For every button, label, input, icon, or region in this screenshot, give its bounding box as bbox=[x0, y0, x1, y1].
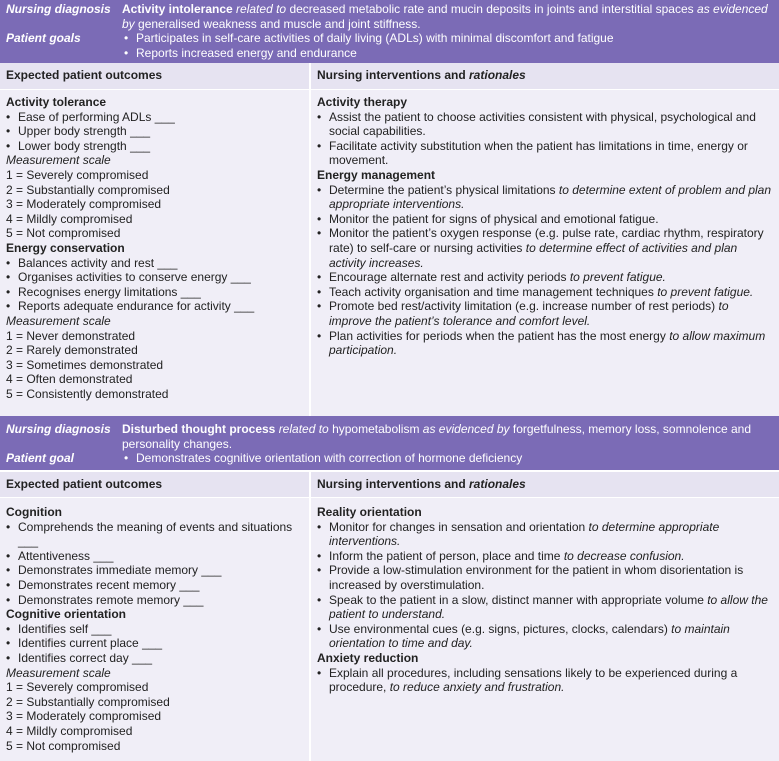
list-item bbox=[317, 520, 773, 549]
rationale-text: to determine appropriate interventions. bbox=[329, 519, 720, 549]
diagnosis-title: Disturbed thought process bbox=[122, 422, 276, 436]
measurement-scale bbox=[6, 329, 303, 402]
list-item bbox=[317, 299, 773, 328]
diagnosis-related-text: decreased metabolic rate and mucin deposits in joints and interstitial spaces bbox=[289, 2, 694, 16]
list-item bbox=[317, 226, 773, 270]
intervention-text: Use environmental cues (e.g. signs, pictures, clocks, calendars) bbox=[329, 621, 672, 636]
section-title-anxiety-reduction: Anxiety reduction bbox=[317, 650, 419, 665]
list-item: • Comprehends the meaning of events and situations ___ bbox=[6, 520, 303, 549]
list-item bbox=[317, 212, 773, 227]
reality-orientation-list bbox=[317, 520, 773, 651]
goals-row bbox=[6, 31, 773, 60]
list-item: • Ease of performing ADLs ___ bbox=[6, 110, 303, 125]
list-item bbox=[317, 666, 773, 695]
list-item bbox=[317, 285, 773, 300]
intervention-text: Monitor for changes in sensation and orientation bbox=[329, 519, 589, 534]
outcomes-column bbox=[0, 90, 311, 416]
list-item: • Demonstrates recent memory ___ bbox=[6, 578, 303, 593]
intervention-text: Inform the patient of person, place and time bbox=[329, 548, 564, 563]
rationale-text: to reduce anxiety and frustration. bbox=[389, 680, 565, 695]
goals-list bbox=[122, 451, 773, 466]
diagnosis-label: Nursing diagnosis bbox=[6, 2, 111, 16]
outcomes-column bbox=[0, 498, 311, 761]
measurement-scale-title: Measurement scale bbox=[6, 665, 111, 680]
table-header bbox=[0, 470, 779, 498]
table-header bbox=[0, 63, 779, 90]
measurement-scale bbox=[6, 680, 303, 753]
outcomes-header: Expected patient outcomes bbox=[0, 472, 311, 497]
scale-item: 1 = Severely compromised bbox=[6, 680, 149, 695]
intervention-text: Explain all procedures, including sensations likely to be experienced during a procedure, bbox=[329, 665, 738, 695]
section-title-reality-orientation: Reality orientation bbox=[317, 505, 422, 519]
rationale-text: to allow maximum participation. bbox=[329, 328, 766, 358]
list-item: • Organises activities to conserve energy ___ bbox=[6, 270, 303, 285]
list-item bbox=[317, 139, 773, 168]
scale-item: 5 = Not compromised bbox=[6, 226, 121, 241]
diagnosis-text bbox=[122, 422, 773, 451]
list-item bbox=[317, 563, 773, 592]
list-item: • Balances activity and rest ___ bbox=[6, 256, 303, 271]
scale-item: 1 = Severely compromised bbox=[6, 167, 149, 182]
goals-row bbox=[6, 451, 773, 466]
goal-item: • Participates in self-care activities of daily living (ADLs) with minimal discomfort and fatigue bbox=[122, 31, 773, 46]
cognitive-orientation-list bbox=[6, 622, 303, 666]
interventions-header-text: Nursing interventions and bbox=[317, 477, 470, 491]
rationale-text: to determine effect of activities and plan activity increases. bbox=[329, 240, 738, 270]
section-title-activity-tolerance: Activity tolerance bbox=[6, 95, 107, 109]
intervention-text: Determine the patient’s physical limitations bbox=[329, 182, 559, 197]
rationale-text: to prevent fatigue. bbox=[569, 270, 666, 285]
energy-management-list bbox=[317, 183, 773, 358]
diagnosis-title: Activity intolerance bbox=[122, 2, 233, 16]
list-item: • Demonstrates immediate memory ___ bbox=[6, 563, 303, 578]
diagnosis-related-text: hypometabolism bbox=[332, 422, 420, 436]
list-item bbox=[317, 549, 773, 564]
table-body bbox=[0, 90, 779, 416]
list-item: • Identifies correct day ___ bbox=[6, 651, 303, 666]
list-item: • Identifies self ___ bbox=[6, 622, 303, 637]
list-item: • Lower body strength ___ bbox=[6, 139, 303, 154]
diagnosis-banner bbox=[0, 0, 779, 63]
list-item: • Identifies current place ___ bbox=[6, 636, 303, 651]
section-title-energy-management: Energy management bbox=[317, 167, 436, 182]
goals-label: Patient goal bbox=[6, 451, 75, 466]
scale-item: 5 = Not compromised bbox=[6, 738, 121, 753]
intervention-text: Plan activities for periods when the patient has the most energy bbox=[329, 328, 670, 343]
list-item: • Reports adequate endurance for activity ___ bbox=[6, 299, 303, 314]
diagnosis-row bbox=[6, 422, 773, 451]
list-item: • Demonstrates remote memory ___ bbox=[6, 593, 303, 608]
list-item: • Attentiveness ___ bbox=[6, 549, 303, 564]
rationale-text: to allow the patient to understand. bbox=[329, 592, 768, 622]
diagnosis-row bbox=[6, 2, 773, 31]
scale-item: 1 = Never demonstrated bbox=[6, 328, 136, 343]
intervention-text: Encourage alternate rest and activity periods bbox=[329, 270, 570, 285]
scale-item: 2 = Substantially compromised bbox=[6, 182, 170, 197]
goals-label: Patient goals bbox=[6, 31, 81, 46]
diagnosis-related-label: related to bbox=[278, 422, 329, 436]
scale-item: 4 = Mildly compromised bbox=[6, 723, 133, 738]
rationale-text: to prevent fatigue. bbox=[657, 284, 754, 299]
diagnosis-evidenced-label: as evidenced by bbox=[122, 2, 768, 31]
diagnosis-evidenced-text: forgetfulness, memory loss, somnolence and personality changes. bbox=[122, 422, 751, 451]
measurement-scale bbox=[6, 168, 303, 241]
rationale-text: to decrease confusion. bbox=[563, 548, 685, 563]
diagnosis-banner bbox=[0, 416, 779, 470]
measurement-scale-title: Measurement scale bbox=[6, 153, 111, 168]
goal-item: • Reports increased energy and endurance bbox=[122, 46, 773, 61]
rationale-text: to determine extent of problem and plan appropriate interventions. bbox=[329, 182, 772, 212]
rationale-text: to improve the patient’s tolerance and comfort level. bbox=[329, 299, 729, 328]
list-item bbox=[317, 183, 773, 212]
scale-item: 4 = Mildly compromised bbox=[6, 211, 133, 226]
scale-item: 2 = Rarely demonstrated bbox=[6, 343, 138, 358]
intervention-text: Facilitate activity substitution when the patient has limitations in time, energy or movement. bbox=[329, 138, 748, 168]
rationales-header-text: rationales bbox=[469, 68, 526, 82]
list-item bbox=[317, 110, 773, 139]
table-body bbox=[0, 498, 779, 761]
scale-item: 3 = Moderately compromised bbox=[6, 197, 162, 212]
activity-therapy-list bbox=[317, 110, 773, 168]
list-item bbox=[317, 329, 773, 358]
energy-conservation-list bbox=[6, 256, 303, 314]
measurement-scale-title: Measurement scale bbox=[6, 313, 111, 328]
activity-tolerance-list bbox=[6, 110, 303, 154]
scale-item: 4 = Often demonstrated bbox=[6, 372, 133, 387]
list-item bbox=[317, 593, 773, 622]
list-item: • Recognises energy limitations ___ bbox=[6, 285, 303, 300]
list-item: • Upper body strength ___ bbox=[6, 124, 303, 139]
diagnosis-evidenced-label: as evidenced by bbox=[422, 422, 510, 436]
diagnosis-evidenced-text: generalised weakness and muscle and joint stiffness. bbox=[138, 16, 421, 31]
anxiety-reduction-list bbox=[317, 666, 773, 695]
scale-item: 3 = Moderately compromised bbox=[6, 709, 162, 724]
goal-item: • Demonstrates cognitive orientation with correction of hormone deficiency bbox=[122, 451, 773, 466]
rationales-header-text: rationales bbox=[469, 477, 526, 491]
scale-item: 5 = Consistently demonstrated bbox=[6, 386, 169, 401]
rationale-text: to maintain orientation to time and day. bbox=[329, 621, 730, 651]
cognition-list bbox=[6, 520, 303, 608]
diagnosis-text bbox=[122, 2, 773, 31]
list-item bbox=[317, 622, 773, 651]
list-item bbox=[317, 270, 773, 285]
interventions-header bbox=[311, 63, 779, 89]
scale-item: 2 = Substantially compromised bbox=[6, 694, 170, 709]
intervention-text: Promote bed rest/activity limitation (e.g. increase number of rest periods) bbox=[329, 299, 719, 314]
intervention-text: Monitor the patient for signs of physical and emotional fatigue. bbox=[329, 211, 659, 226]
intervention-text: Speak to the patient in a slow, distinct manner with appropriate volume bbox=[329, 592, 708, 607]
interventions-column bbox=[311, 90, 779, 416]
interventions-header-text: Nursing interventions and bbox=[317, 68, 470, 82]
diagnosis-related-label: related to bbox=[236, 2, 287, 16]
intervention-text: Provide a low-stimulation environment for the patient in whom disorientation is increased by overstimulation. bbox=[329, 563, 744, 592]
intervention-text: Monitor the patient’s oxygen response (e.g. pulse rate, cardiac rhythm, respiratory rate) to self-care or nursing activities bbox=[329, 226, 764, 255]
goals-list bbox=[122, 31, 773, 60]
diagnosis-label: Nursing diagnosis bbox=[6, 422, 111, 436]
interventions-header bbox=[311, 472, 779, 497]
section-title-energy-conservation: Energy conservation bbox=[6, 240, 125, 255]
intervention-text: Assist the patient to choose activities consistent with physical, psychological and social capabilities. bbox=[329, 109, 756, 139]
scale-item: 3 = Sometimes demonstrated bbox=[6, 357, 164, 372]
intervention-text: Teach activity organisation and time management techniques bbox=[329, 284, 658, 299]
section-title-cognitive-orientation: Cognitive orientation bbox=[6, 607, 126, 622]
interventions-column bbox=[311, 498, 779, 761]
section-title-activity-therapy: Activity therapy bbox=[317, 95, 408, 109]
outcomes-header: Expected patient outcomes bbox=[0, 63, 311, 89]
section-title-cognition: Cognition bbox=[6, 505, 62, 519]
